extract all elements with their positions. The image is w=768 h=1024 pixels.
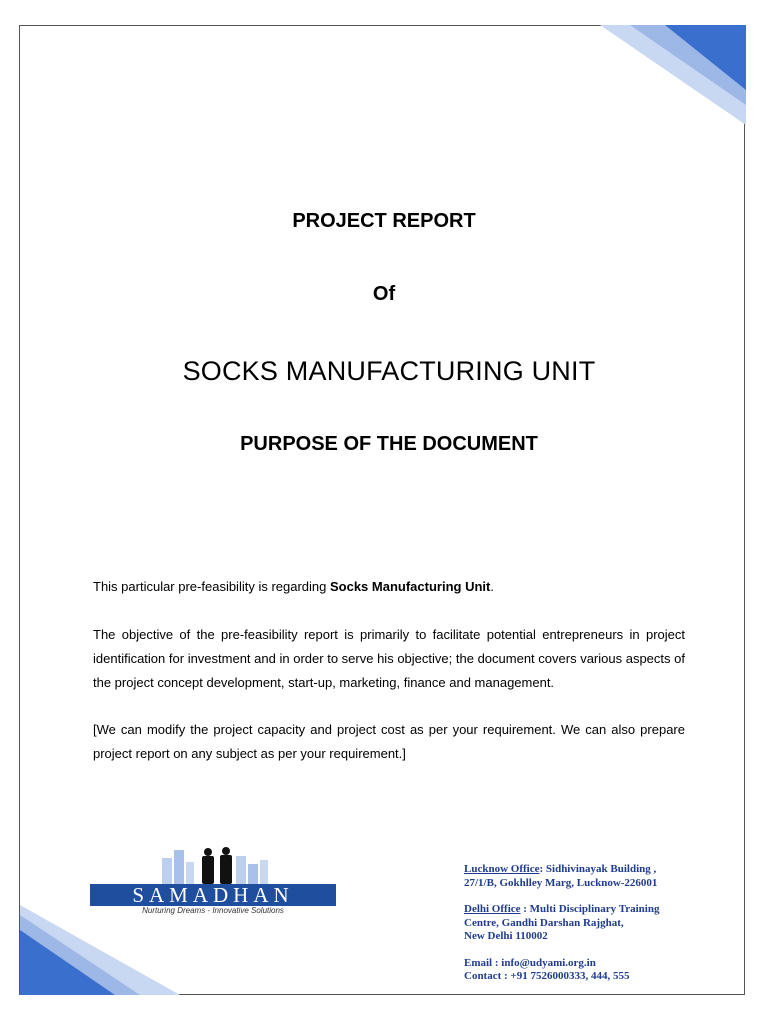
corner-decoration-top (590, 25, 746, 125)
intro-bold-text: Socks Manufacturing Unit (329, 579, 491, 594)
delhi-office-address: : Multi Disciplinary Training (520, 903, 660, 915)
note-paragraph: [We can modify the project capacity and project cost as per your requirement. We can also prepare project report on any subject as per your requirement.] (93, 722, 685, 761)
delhi-office-address-line2: Centre, Gandhi Darshan Rajghat, (464, 916, 624, 929)
logo-wordmark: SAMADHAN (90, 884, 336, 906)
intro-end: . (490, 579, 494, 594)
office-contact-block (464, 863, 724, 984)
objective-paragraph: The objective of the pre-feasibility report is primarily to facilitate potential entrepreneurs in project identification for investment and in order to serve his objective; the document covers various aspects of the project concept development, start-up, marketing, finance and management. (93, 627, 685, 690)
report-heading: PROJECT REPORT (292, 210, 476, 232)
lucknow-office-address-line2: 27/1/B, Gokhlley Marg, Lucknow-226001 (464, 876, 658, 889)
document-title: SOCKS MANUFACTURING UNIT (182, 356, 596, 386)
lucknow-office-label: Lucknow Office (464, 863, 540, 875)
section-heading: PURPOSE OF THE DOCUMENT (240, 433, 538, 455)
email-text: Email : info@udyami.org.in (464, 956, 596, 969)
intro-text: This particular pre-feasibility is regarding (93, 579, 330, 594)
intro-paragraph (93, 575, 685, 599)
corner-decoration-bottom (20, 905, 180, 995)
lucknow-office (464, 863, 724, 890)
lucknow-office-address: : Sidhivinayak Building , (539, 863, 657, 875)
samadhan-logo (90, 844, 338, 916)
delhi-office-label: Delhi Office (464, 903, 521, 915)
contact-details (464, 957, 724, 984)
city-people-icon (160, 844, 270, 886)
delhi-office (464, 903, 724, 944)
logo-tagline: Nurturing Dreams - Innovative Solutions (142, 906, 284, 915)
contact-phone-text: Contact : +91 7526000333, 444, 555 (464, 970, 630, 982)
of-heading: Of (372, 283, 396, 305)
delhi-office-address-line3: New Delhi 110002 (464, 930, 548, 942)
